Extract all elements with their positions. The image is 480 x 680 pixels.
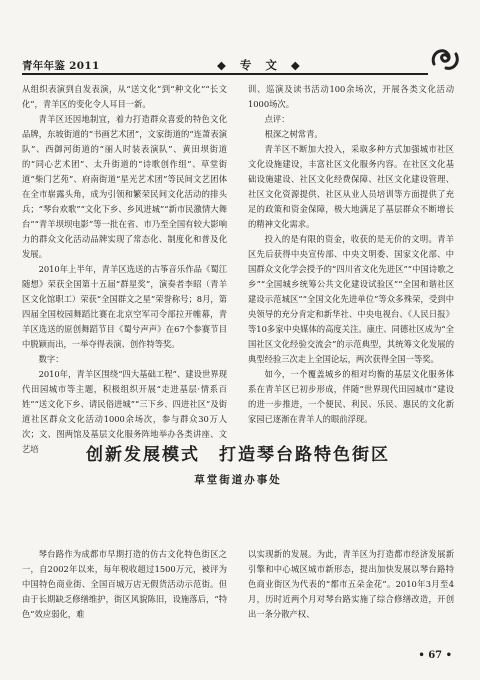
paragraph: 从组织表演到自发表演，从“送文化”到“种文化”“长文化”，青羊区的变化令人耳目一新。 <box>22 84 227 109</box>
header-rule <box>22 73 428 75</box>
section-label-comment: 点评： <box>264 114 290 124</box>
paragraph: 投入的是有限的资金，收获的是无价的文明。青羊区先后获得中央宣传部、中央文明委、国家文化部、中国群众文化学会授予的“四川省文化先进区”“中国诗歌之乡”“全国城乡统筹公共文化建设试验区”“全国和谐社区建设示范城区”“全国文化先进单位”等众多殊荣，受到中央领导的充分肯定和新华社、中央电视台、《人民日报》等10多家中央媒体的高度关注。康庄、同德社区成为“全国社区文化经验交流会”的示范典型，其统筹文化发展的典型经验三次走上全国论坛，两次获得全国一等奖。 <box>248 234 454 364</box>
paragraph: 如今，一个覆盖城乡的相对均衡的基层文化服务体系在青羊区已初步形成，伴随“世界现代田园城市”建设的进一步推进，一个便民、利民、乐民、惠民的文化新家园已逐渐在青羊人的眼前浮现。 <box>248 369 454 424</box>
paragraph: 青羊区不断加大投入，采取多种方式加强城市社区文化设施建设，丰富社区文化服务内容。在社区文化基础设施建设、社区文化经费保障、社区文化建设管理、社区文化资源提供、社区从业人员培训等方面提供了充足的政策和资金保障，极大地满足了基层群众不断增长的精神文化需求。 <box>248 144 454 229</box>
article-title: 创新发展模式 打造琴台路特色街区 <box>86 445 390 465</box>
section-label-digits: 数字： <box>38 354 64 364</box>
article-left-column <box>22 547 227 639</box>
article-author: 草堂街道办事处 <box>194 474 282 486</box>
paragraph: 以实现新的发展。为此，青羊区为打造都市经济发展新引擎和中心城区城市新形态，提出加快发展以琴台路特色商业街区为代表的“都市五朵金花”。2010年3月至4月，历时近两个月对琴台路实施了综合修缮改造，开创出一条分散产权、 <box>248 549 454 619</box>
paragraph: 青羊区还因地制宜，着力打造群众喜爱的特色文化品牌，东坡街道的“书画艺术团”，文家街道的“连萧表演队”、西御河街道的“丽人时装表演队”、黄田坝街道的“同心艺术团”、太升街道的“诗歌创作组”、草堂街道“柴门艺苑”、府南街道“星光艺术团”等民间文艺团体在全市崭露头角，成为引领和繁荣民间文化活动的排头兵；“琴台欢歌”“文化下乡、乡风进城”“新市民激情大舞台”“青羊坝坝电影”等一批在省、市乃至全国有较大影响力的群众文化活动品牌实现了常态化、制度化和普及化发展。 <box>22 114 227 259</box>
paragraph: 2010年，青羊区围绕“四大基础工程”、建设世界现代田园城市等主题，积极组织开展“走进基层·情系百姓”“送文化下乡、请民俗进城”“三下乡、四进社区”及街道社区群众文化活动1000余场次，参与群众30万人次；文、图两馆及基层文化服务阵地举办各类讲座、文艺培 <box>22 369 227 454</box>
page-header <box>22 46 454 76</box>
page-number: • 67 • <box>418 650 452 661</box>
section-label: ◆ 专 文 ◆ <box>217 58 305 72</box>
paragraph: 2010年上半年，青羊区选送的古筝音乐作品《蜀江随想》荣获全国第十五届“群星奖”，演奏者李昭（青羊区文化馆职工）荣获“全国群文之星”荣誉称号；8月，第四届全国校园舞蹈比赛在北京空军司令部拉开帷幕，青羊区选送的原创舞蹈节目《蜀兮声声》在67个参赛节目中脱颖而出，一举夺得表演、创作特等奖。 <box>22 264 227 349</box>
paragraph: 琴台路作为成都市早期打造的仿古文化特色街区之一，自2002年以来，每年税收超过1500万元，被评为中国特色商业街、全国百城万店无假货活动示范街。但由于长期缺乏修缮维护，街区风貌陈旧，设施落后，“特色”效应弱化，难 <box>22 549 227 619</box>
paragraph: 训、巡演及读书活动100余场次，开展各类文化活动1000场次。 <box>248 84 454 109</box>
journal-name: 青年年鉴 2011 <box>22 60 100 72</box>
swirl-logo-icon <box>428 44 462 74</box>
left-column <box>22 82 227 454</box>
right-column <box>248 82 454 424</box>
article-right-column <box>248 547 454 639</box>
paragraph: 根深之树常青。 <box>264 129 323 139</box>
